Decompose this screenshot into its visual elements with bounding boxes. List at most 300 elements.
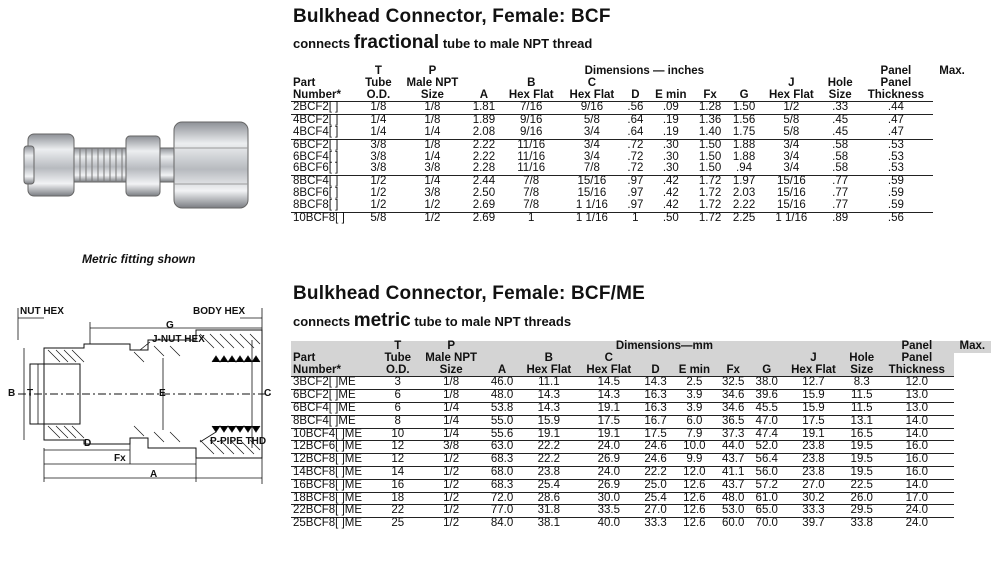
table-cell: .72 xyxy=(622,139,648,151)
table-cell: 14 xyxy=(378,466,417,479)
table-cell: 1.50 xyxy=(732,101,756,114)
table-cell: 68.0 xyxy=(485,466,519,479)
column-header: P xyxy=(428,65,437,77)
table-row xyxy=(291,415,991,428)
table-cell: 30.0 xyxy=(579,492,639,505)
table-cell: 3/8 xyxy=(370,162,387,175)
table-row xyxy=(291,505,991,518)
table-cell: 16.5 xyxy=(843,428,880,441)
table-cell: 56.0 xyxy=(750,466,784,479)
column-header: Hex Flat xyxy=(761,90,822,102)
table-cell: .56 xyxy=(627,101,644,114)
table-cell: 41.1 xyxy=(716,466,750,479)
table-cell: 19.1 xyxy=(579,428,639,441)
table-cell: .77 xyxy=(832,198,849,211)
table-cell: 1/2 xyxy=(417,479,485,492)
table-cell: 1/2 xyxy=(424,198,441,211)
table-cell: 2.44 xyxy=(467,176,501,188)
column-header: Male NPT xyxy=(425,351,478,364)
part-number-cell: 14BCF8[ ]ME xyxy=(291,466,378,479)
column-header: Panel xyxy=(901,340,933,352)
table-cell: 19.5 xyxy=(843,441,880,454)
column-header: T xyxy=(394,340,402,352)
table-cell: 1.88 xyxy=(732,150,756,163)
table-cell: .09 xyxy=(662,101,679,114)
table-row xyxy=(291,466,991,479)
table-row xyxy=(291,139,971,151)
table-cell: 1/4 xyxy=(417,415,485,428)
table-cell: 53.8 xyxy=(485,402,519,415)
table-cell: 25.4 xyxy=(639,492,673,505)
part-number-cell: 6BCF4[ ] xyxy=(293,150,339,163)
part-number-cell: 3BCF2[ ]ME xyxy=(293,376,356,389)
table-cell: 1.97 xyxy=(727,176,761,188)
column-header: Tube xyxy=(384,351,412,364)
table-cell: 29.5 xyxy=(843,505,880,518)
table-cell: 24.6 xyxy=(639,441,673,454)
column-header: A xyxy=(485,365,519,377)
table-cell: 1/8 xyxy=(370,101,387,114)
part-number-cell: 12BCF8[ ]ME xyxy=(291,454,378,467)
table-cell: 13.1 xyxy=(843,415,880,428)
table-cell: 1.72 xyxy=(693,212,727,224)
table-cell: 68.3 xyxy=(485,454,519,467)
table-cell: 2.69 xyxy=(472,198,496,211)
table-cell: 1/4 xyxy=(398,176,467,188)
table-cell: 5/8 xyxy=(359,212,398,224)
column-header: Panel xyxy=(880,65,912,77)
table-row xyxy=(291,102,971,115)
column-header: Number* xyxy=(291,90,359,102)
table-cell: 24.0 xyxy=(880,518,954,530)
table-cell: 1/2 xyxy=(783,101,800,114)
table-row xyxy=(291,454,991,467)
table-cell: 11/16 xyxy=(517,150,546,163)
label-j-nut-hex: J-NUT HEX xyxy=(152,334,205,345)
label-d: D xyxy=(84,438,92,449)
table-row xyxy=(291,518,991,530)
table-cell: 14.3 xyxy=(644,376,667,389)
table-cell: 16.0 xyxy=(880,441,954,454)
part-number-cell: 4BCF4[ ] xyxy=(293,125,339,138)
column-header: Max. xyxy=(959,340,986,352)
table-cell: 33.3 xyxy=(639,518,673,530)
table-cell: 10 xyxy=(378,428,417,441)
table-row xyxy=(291,200,971,212)
fitting-photo xyxy=(20,108,260,248)
table-cell: 61.0 xyxy=(750,492,784,505)
table-cell: 38.1 xyxy=(519,518,579,530)
table-cell: 1/2 xyxy=(417,505,485,518)
table-cell: 15.9 xyxy=(519,415,579,428)
table-cell: 12 xyxy=(378,441,417,454)
table-cell: 1.88 xyxy=(727,139,761,151)
table-cell: 1.36 xyxy=(693,115,727,127)
table-cell: 14.3 xyxy=(519,402,579,415)
table-cell: 12.6 xyxy=(672,518,716,530)
column-header: A xyxy=(467,90,501,102)
table-cell: 16.3 xyxy=(639,390,673,403)
part-number-cell: 10BCF4[ ]ME xyxy=(291,428,378,441)
column-header: J xyxy=(810,351,817,364)
table-cell: .59 xyxy=(859,176,933,188)
table-cell: 1/2 xyxy=(417,518,485,530)
table-cell: .30 xyxy=(649,139,694,151)
table-cell: 1/4 xyxy=(417,402,485,415)
table-row xyxy=(291,163,971,175)
table-cell: 2.08 xyxy=(472,125,496,138)
table-cell: .42 xyxy=(662,186,679,199)
table-cell: 14.0 xyxy=(880,479,954,492)
table-cell: 3/8 xyxy=(424,186,441,199)
table-cell: 1/2 xyxy=(417,492,485,505)
table-cell: 19.5 xyxy=(843,466,880,479)
table-cell: 12.0 xyxy=(905,376,928,389)
table-cell: 33.3 xyxy=(784,505,844,518)
table-cell: 6 xyxy=(378,390,417,403)
section1-table xyxy=(291,66,971,224)
column-header: Hole xyxy=(827,76,853,89)
column-header: Hex Flat xyxy=(562,90,623,102)
table-cell: 1 1/16 xyxy=(575,198,608,211)
table-cell: 12 xyxy=(378,454,417,467)
table-cell: 11.5 xyxy=(843,390,880,403)
table-cell: 1/2 xyxy=(417,454,485,467)
table-cell: 3/4 xyxy=(583,125,600,138)
table-cell: 16.0 xyxy=(880,466,954,479)
label-body-hex: BODY HEX xyxy=(193,306,246,317)
table-cell: 16.7 xyxy=(639,415,673,428)
table-cell: 1/8 xyxy=(424,101,441,114)
table-cell: .89 xyxy=(822,212,859,224)
table-row xyxy=(291,188,971,200)
column-header: Hex Flat xyxy=(501,90,562,102)
table-cell: .47 xyxy=(859,115,933,127)
column-header: Fx xyxy=(716,365,750,377)
label-c: C xyxy=(264,388,272,399)
table-cell: 72.0 xyxy=(485,492,519,505)
column-header: Size xyxy=(822,90,859,102)
table-cell: 3/4 xyxy=(583,150,600,163)
table-cell: 19.5 xyxy=(843,454,880,467)
table-cell: 3.9 xyxy=(672,402,716,415)
column-header: Dimensions—mm xyxy=(615,340,713,352)
table-cell: 2.5 xyxy=(686,376,703,389)
table-cell: 56.4 xyxy=(750,454,784,467)
table-cell: 15/16 xyxy=(776,186,806,199)
table-cell: 2.22 xyxy=(472,150,496,163)
part-number-cell: 2BCF2[ ] xyxy=(293,101,339,114)
table-cell: 2.22 xyxy=(467,139,501,151)
label-nut-hex: NUT HEX xyxy=(20,306,64,317)
table-cell: 36.5 xyxy=(716,415,750,428)
table-cell: 1.28 xyxy=(698,101,722,114)
table-cell: 70.0 xyxy=(750,518,784,530)
table-cell: .58 xyxy=(832,162,849,175)
table-cell: 18 xyxy=(378,492,417,505)
table-row xyxy=(291,127,971,139)
table-cell: 15/16 xyxy=(761,176,822,188)
table-cell: 8.3 xyxy=(853,376,870,389)
table-cell: 15/16 xyxy=(562,176,623,188)
table-cell: .72 xyxy=(627,162,644,175)
table-cell: 23.8 xyxy=(784,441,844,454)
table-cell: 77.0 xyxy=(485,505,519,518)
table-cell: 13.0 xyxy=(880,390,954,403)
table-cell: .30 xyxy=(662,150,679,163)
table-cell: 9/16 xyxy=(501,115,562,127)
table-cell: 23.8 xyxy=(784,454,844,467)
table-cell: 32.5 xyxy=(722,376,745,389)
label-fx: Fx xyxy=(114,453,126,464)
part-number-cell: 6BCF2[ ] xyxy=(291,139,359,151)
table-cell: 1 xyxy=(622,212,648,224)
table-cell: 3/8 xyxy=(370,150,387,163)
table-cell: 65.0 xyxy=(750,505,784,518)
table-cell: 2.28 xyxy=(472,162,496,175)
table-cell: 23.8 xyxy=(519,466,579,479)
table-cell: 33.5 xyxy=(579,505,639,518)
part-number-cell: 8BCF6[ ] xyxy=(293,186,339,199)
table-row xyxy=(291,402,991,415)
table-cell: 1.40 xyxy=(698,125,722,138)
table-cell: 28.6 xyxy=(519,492,579,505)
section1-title: Bulkhead Connector, Female: BCF xyxy=(293,6,611,27)
table-cell: 63.0 xyxy=(485,441,519,454)
table-cell: .19 xyxy=(649,115,694,127)
table-cell: 15/16 xyxy=(776,198,806,211)
column-header xyxy=(649,78,694,90)
table-cell: 43.7 xyxy=(716,454,750,467)
part-number-cell: 4BCF2[ ] xyxy=(291,115,359,127)
table-cell: 3/8 xyxy=(417,441,485,454)
table-cell: 1/2 xyxy=(417,466,485,479)
table-cell: 1/4 xyxy=(424,125,441,138)
table-cell: .45 xyxy=(822,115,859,127)
table-cell: 2.25 xyxy=(727,212,761,224)
table-cell: 1.89 xyxy=(467,115,501,127)
table-cell: 48.0 xyxy=(716,492,750,505)
column-header: Part xyxy=(293,351,316,364)
table-cell: 26.9 xyxy=(579,479,639,492)
column-header: Hex Flat xyxy=(579,365,639,377)
table-cell: 13.0 xyxy=(880,402,954,415)
table-cell: 7/8 xyxy=(501,176,562,188)
table-cell: 1.72 xyxy=(698,186,722,199)
table-cell: 11.5 xyxy=(843,402,880,415)
column-header: Thickness xyxy=(859,90,933,102)
table-cell: 7.9 xyxy=(672,428,716,441)
table-cell: 1/2 xyxy=(370,186,387,199)
column-header: Hex Flat xyxy=(784,365,844,377)
column-header: Panel xyxy=(880,76,912,89)
table-cell: 22.2 xyxy=(639,466,673,479)
table-cell: 1.56 xyxy=(727,115,761,127)
part-number-cell: 18BCF8[ ]ME xyxy=(291,492,378,505)
table-cell: 1/8 xyxy=(398,115,467,127)
table-cell: 15.9 xyxy=(784,390,844,403)
table-cell: .58 xyxy=(822,139,859,151)
table-cell: 1.81 xyxy=(472,101,496,114)
table-cell: 2.22 xyxy=(732,198,756,211)
table-cell: 5/8 xyxy=(783,125,800,138)
table-cell: 23.8 xyxy=(784,466,844,479)
column-header: J xyxy=(788,76,795,89)
table-cell: .45 xyxy=(832,125,849,138)
table-cell: 1/8 xyxy=(417,390,485,403)
table-cell: .59 xyxy=(887,186,904,199)
table-cell: 3/8 xyxy=(424,162,441,175)
column-header xyxy=(693,78,727,90)
table-cell: 22 xyxy=(378,505,417,518)
column-header xyxy=(750,353,784,365)
table-cell: 3/8 xyxy=(359,139,398,151)
table-cell: 9/16 xyxy=(580,101,604,114)
table-cell: 16 xyxy=(378,479,417,492)
column-header: D xyxy=(622,90,648,102)
column-header: Panel xyxy=(901,351,933,364)
column-header xyxy=(639,353,673,365)
table-cell: .94 xyxy=(736,162,753,175)
label-g: G xyxy=(166,320,174,331)
column-header: Fx xyxy=(693,90,727,102)
table-cell: 1.50 xyxy=(698,162,722,175)
table-cell: 38.0 xyxy=(755,376,778,389)
part-number-cell: 6BCF6[ ] xyxy=(293,162,339,175)
table-cell: .97 xyxy=(627,198,644,211)
table-cell: 48.0 xyxy=(485,390,519,403)
column-header xyxy=(622,78,648,90)
table-cell: .97 xyxy=(622,176,648,188)
table-cell: 7/8 xyxy=(523,186,540,199)
table-row xyxy=(291,390,991,403)
column-header: C xyxy=(604,351,613,364)
table-cell: 3/4 xyxy=(562,139,623,151)
table-cell: 1.75 xyxy=(732,125,756,138)
table-cell: 1/4 xyxy=(424,150,441,163)
table-cell: 7/16 xyxy=(520,101,543,114)
label-e: E xyxy=(159,388,166,399)
section2-subtitle: connects metric tube to male NPT threads xyxy=(293,310,572,331)
table-cell: .97 xyxy=(627,186,644,199)
table-cell: .59 xyxy=(887,198,904,211)
column-header: Max. xyxy=(939,65,965,77)
table-cell: 52.0 xyxy=(750,441,784,454)
table-cell: 3/4 xyxy=(761,139,822,151)
table-cell: .77 xyxy=(822,176,859,188)
label-b: B xyxy=(8,388,16,399)
section2-title: Bulkhead Connector, Female: BCF/ME xyxy=(293,283,646,304)
table-cell: 22.2 xyxy=(519,441,579,454)
column-header: G xyxy=(727,90,761,102)
part-number-cell: 12BCF6[ ]ME xyxy=(291,441,378,454)
table-cell: .53 xyxy=(887,162,904,175)
table-cell: 5/8 xyxy=(562,115,623,127)
table-cell: 12.6 xyxy=(672,505,716,518)
table-cell: 12.6 xyxy=(672,492,716,505)
table-cell: 1.50 xyxy=(698,150,722,163)
table-cell: 25.0 xyxy=(639,479,673,492)
table-cell: 34.6 xyxy=(716,402,750,415)
part-number-cell: 6BCF2[ ]ME xyxy=(291,390,378,403)
part-number-cell: 16BCF8[ ]ME xyxy=(291,479,378,492)
table-cell: 12.0 xyxy=(672,466,716,479)
table-cell: 1/2 xyxy=(398,212,467,224)
column-header: Male NPT xyxy=(406,76,459,89)
part-number-cell: 8BCF4[ ] xyxy=(291,176,359,188)
column-header: P xyxy=(447,340,455,352)
table-cell: 1.72 xyxy=(693,176,727,188)
table-row xyxy=(291,377,991,390)
table-cell: 19.1 xyxy=(784,428,844,441)
table-cell: 27.0 xyxy=(784,479,844,492)
table-cell: 19.1 xyxy=(579,402,639,415)
table-cell: 14.3 xyxy=(519,390,579,403)
column-header: Hex Flat xyxy=(519,365,579,377)
column-header: Thickness xyxy=(880,365,954,377)
table-cell: .56 xyxy=(859,212,933,224)
table-cell: 14.3 xyxy=(579,390,639,403)
part-number-cell: 22BCF8[ ]ME xyxy=(291,505,378,518)
table-cell: 15/16 xyxy=(577,186,607,199)
part-number-cell: 10BCF8[ ] xyxy=(291,212,359,224)
table-cell: 15.9 xyxy=(784,402,844,415)
table-cell: 17.5 xyxy=(639,428,673,441)
table-cell: 16.0 xyxy=(880,454,954,467)
table-cell: 22.5 xyxy=(843,479,880,492)
table-cell: 3 xyxy=(394,376,401,389)
table-cell: 31.8 xyxy=(519,505,579,518)
photo-caption: Metric fitting shown xyxy=(82,252,196,266)
table-cell: 16.3 xyxy=(639,402,673,415)
table-cell: 27.0 xyxy=(639,505,673,518)
table-cell: 17.5 xyxy=(784,415,844,428)
table-cell: .64 xyxy=(627,125,644,138)
table-cell: .47 xyxy=(887,125,904,138)
table-row xyxy=(291,479,991,492)
table-cell: 1/4 xyxy=(417,428,485,441)
table-cell: .77 xyxy=(832,186,849,199)
table-cell: 6 xyxy=(378,402,417,415)
table-row xyxy=(291,441,991,454)
table-cell: 44.0 xyxy=(716,441,750,454)
table-cell: 1/8 xyxy=(443,376,460,389)
table-cell: .42 xyxy=(662,198,679,211)
column-header: G xyxy=(750,365,784,377)
table-cell: .30 xyxy=(662,162,679,175)
table-cell: 39.6 xyxy=(750,390,784,403)
table-cell: 34.6 xyxy=(716,390,750,403)
label-p-pipe-thd: P-PIPE THD xyxy=(210,436,267,447)
table-cell: 2.03 xyxy=(732,186,756,199)
table-cell: 24.0 xyxy=(579,466,639,479)
table-cell: 1/8 xyxy=(398,139,467,151)
table-cell: .53 xyxy=(887,150,904,163)
table-cell: 26.0 xyxy=(843,492,880,505)
table-cell: 1/2 xyxy=(370,198,387,211)
table-cell: 33.8 xyxy=(843,518,880,530)
column-header: Size xyxy=(843,365,880,377)
table-cell: 43.7 xyxy=(716,479,750,492)
part-number-cell: 8BCF8[ ] xyxy=(293,198,339,211)
table-cell: 24.0 xyxy=(880,505,954,518)
table-cell: 12.7 xyxy=(802,376,825,389)
table-cell: 9/16 xyxy=(520,125,543,138)
table-cell: 24.0 xyxy=(579,441,639,454)
table-cell: .19 xyxy=(662,125,679,138)
column-header xyxy=(672,353,716,365)
table-cell: 14.0 xyxy=(880,428,954,441)
